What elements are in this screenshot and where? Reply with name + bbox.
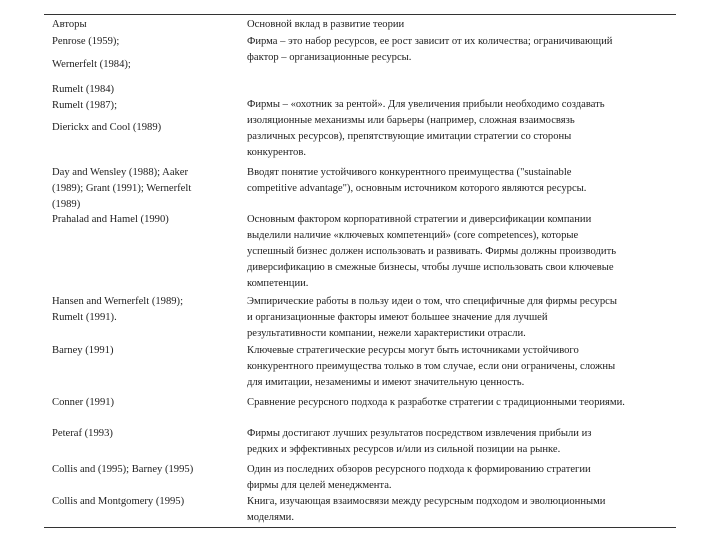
table-row-author: Peteraf (1993) (52, 428, 113, 439)
table-row-author: Prahalad and Hamel (1990) (52, 214, 169, 225)
table-row-author: Conner (1991) (52, 397, 115, 408)
table-row-contribution: Фирмы достигают лучших результатов посредством извлечения прибыли из редких и эффективных ресурсов и/или из сильной позиции на рынке. (247, 428, 592, 455)
table-row-author: Rumelt (1984) Rumelt (1987); (52, 84, 118, 111)
table-bottom-rule (44, 527, 676, 528)
table-row-contribution: Фирма – это набор ресурсов, ее рост зависит от их количества; ограничивающий фактор – организационные ресурсы. (247, 36, 613, 63)
header-contribution: Основной вклад в развитие теории (247, 19, 405, 30)
table-row-contribution: Один из последних обзоров ресурсного подхода к формированию стратегии фирмы для целей менеджмента. (247, 464, 591, 491)
table-row-contribution: Сравнение ресурсного подхода к разработке стратегии с традиционными теориями. (247, 397, 625, 408)
table-row-contribution: Основным фактором корпоративной стратегии и диверсификации компании выделили наличие «ключевых компетенций» (core competences), которые успешный бизнес должен использовать и развивать. Фирмы должны производить диверсификацию в смежные бизнесы, чтобы лучше использовать свои ключевые компетенции. (247, 214, 617, 289)
table-row-author: Barney (1991) (52, 345, 114, 356)
table-row-contribution: Ключевые стратегические ресурсы могут быть источниками устойчивого конкурентного преимущества только в том случае, если они ограничены, сложны для имитации, незаменимы и имеют значительную ценность. (247, 345, 616, 388)
table-row-contribution: Вводят понятие устойчивого конкурентного преимущества ("sustainable competitive advantage"), основным источником которого являются ресурсы. (247, 167, 587, 194)
table-row-contribution: Книга, изучающая взаимосвязи между ресурсным подходом и эволюционными моделями. (247, 496, 606, 523)
table-row-contribution: Эмпирические работы в пользу идеи о том, что специфичные для фирмы ресурсы и организационные факторы имеют большее значение для лучшей результативности компании, нежели характеристики отрасли. (247, 296, 617, 339)
table-row-author: Collis and Montgomery (1995) (52, 496, 185, 507)
table-row-author: Day and Wensley (1988); Aaker (1989); Grant (1991); Wernerfelt (1989) (52, 167, 192, 210)
table-row-author: Penrose (1959); (52, 36, 120, 47)
table-top-rule (44, 14, 676, 15)
table-row-author: Dierickx and Cool (1989) (52, 122, 162, 133)
table-row-contribution: Фирмы – «охотник за рентой». Для увеличения прибыли необходимо создавать изоляционные механизмы или барьеры (например, сложная взаимосвязь различных ресурсов), препятствующие имитации стратегии со стороны конкурентов. (247, 99, 605, 158)
table-row-author: Hansen and Wernerfelt (1989); Rumelt (1991). (52, 296, 184, 323)
header-authors: Авторы (52, 19, 87, 30)
table-row-author: Wernerfelt (1984); (52, 59, 131, 70)
table-row-author: Collis and (1995); Barney (1995) (52, 464, 194, 475)
